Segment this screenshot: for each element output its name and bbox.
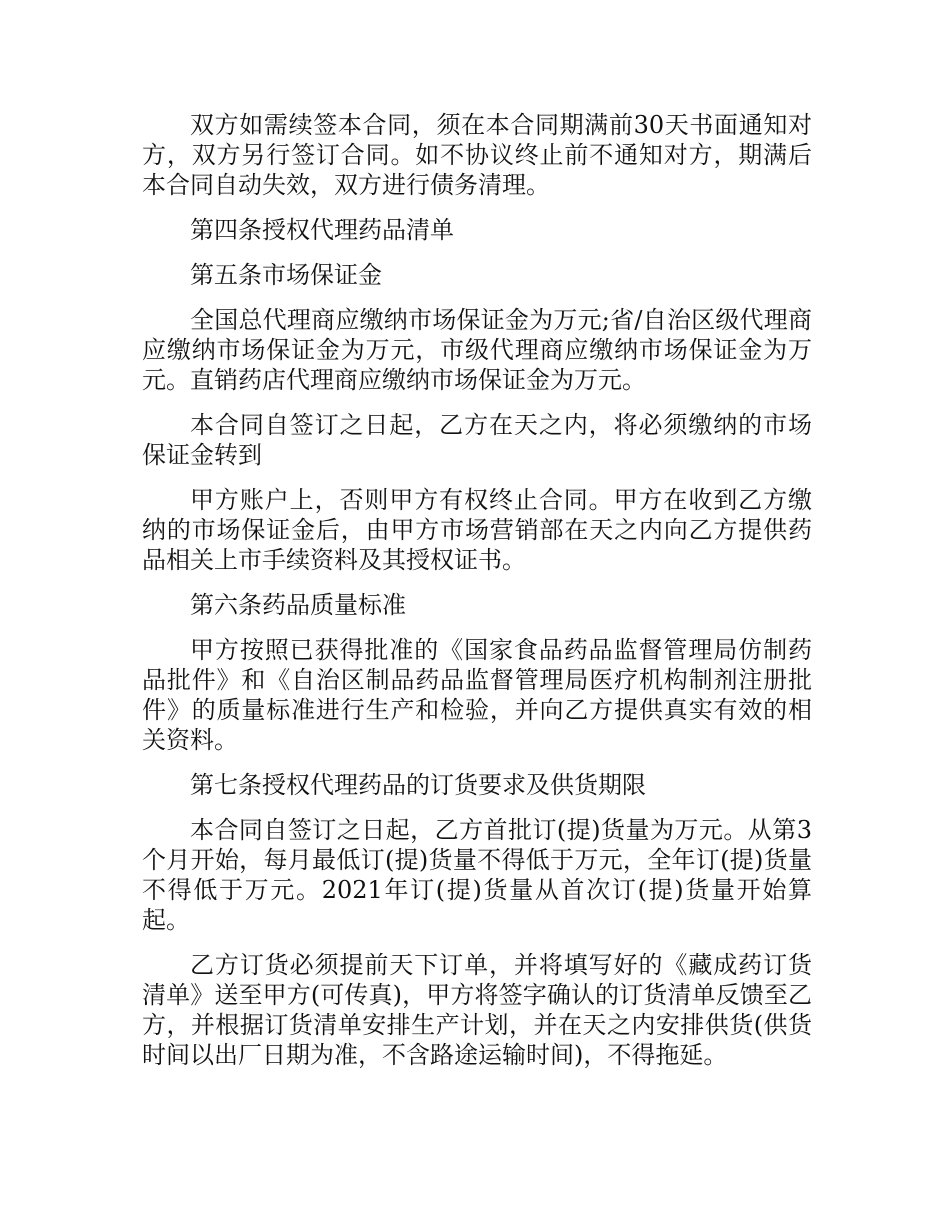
paragraph-order-procedure: 乙方订货必须提前天下订单，并将填写好的《藏成药订货清单》送至甲方(可传真)，甲方将签字确认的订货清单反馈至乙方，并根据订货清单安排生产计划，并在天之内安排供货(供货时间以出厂日期为准，不含路途运输时间)，不得拖延。 (142, 951, 812, 1069)
paragraph-order-volume: 本合同自签订之日起，乙方首批订(提)货量为万元。从第3个月开始，每月最低订(提)货量不得低于万元，全年订(提)货量不得低于万元。2021年订(提)货量从首次订(提)货量开始算起。 (142, 816, 812, 934)
paragraph-renewal: 双方如需续签本合同，须在本合同期满前30天书面通知对方，双方另行签订合同。如不协议终止前不通知对方，期满后本合同自动失效，双方进行债务清理。 (142, 111, 812, 199)
heading-article-5: 第五条市场保证金 (190, 261, 382, 289)
heading-article-7: 第七条授权代理药品的订货要求及供货期限 (190, 771, 646, 799)
paragraph-deposit-account: 甲方账户上，否则甲方有权终止合同。甲方在收到乙方缴纳的市场保证金后，由甲方市场营销部在天之内向乙方提供药品相关上市手续资料及其授权证书。 (142, 486, 812, 574)
heading-article-6: 第六条药品质量标准 (190, 591, 406, 619)
paragraph-quality-standard: 甲方按照已获得批准的《国家食品药品监督管理局仿制药品批件》和《自治区制品药品监督管理局医疗机构制剂注册批件》的质量标准进行生产和检验，并向乙方提供真实有效的相关资料。 (142, 636, 812, 754)
paragraph-deposit-transfer: 本合同自签订之日起，乙方在天之内，将必须缴纳的市场保证金转到 (142, 411, 812, 469)
paragraph-deposit-amounts: 全国总代理商应缴纳市场保证金为万元;省/自治区级代理商应缴纳市场保证金为万元，市级代理商应缴纳市场保证金为万元。直销药店代理商应缴纳市场保证金为万元。 (142, 306, 812, 394)
heading-article-4: 第四条授权代理药品清单 (190, 216, 454, 244)
document-body (142, 110, 812, 1085)
